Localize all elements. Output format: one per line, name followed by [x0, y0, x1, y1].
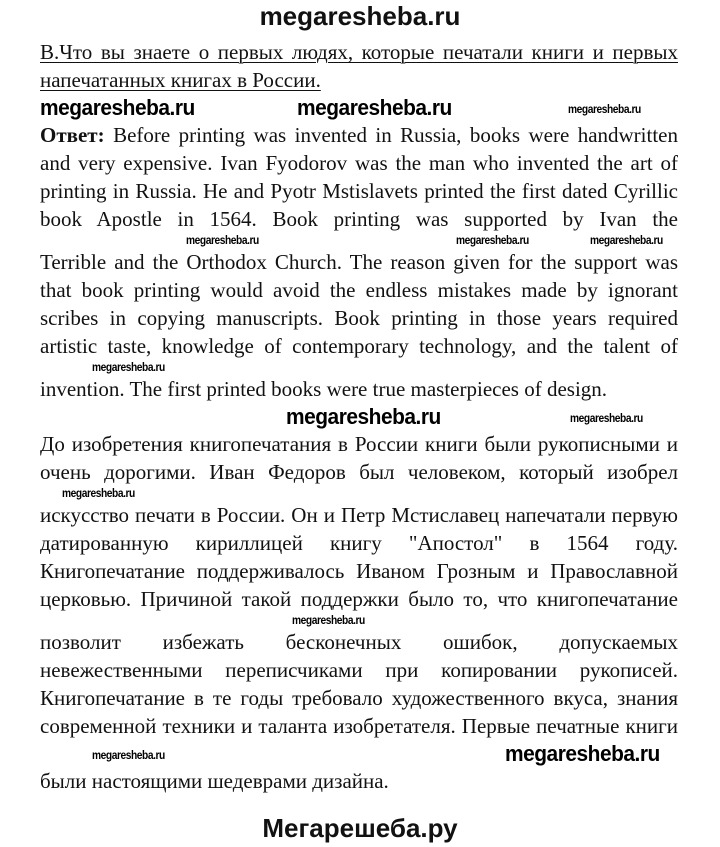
answer-line: Terrible and the Orthodox Church. The reason given for the support was [40, 250, 678, 274]
watermark-row [0, 613, 720, 628]
question-line: напечатанных книгах в России. [40, 68, 321, 92]
translation-line: невежественными переписчиками при копировании рукописей. [40, 658, 678, 682]
watermark: megaresheba.ru [456, 233, 529, 247]
answer-line: that book printing would avoid the endless mistakes made by ignorant [40, 278, 678, 302]
watermark: megaresheba.ru [62, 486, 135, 500]
translation-line: датированную кириллицей книгу "Апостол" в 1564 году. [40, 531, 678, 555]
translation-line: искусство печати в России. Он и Петр Мстиславец напечатали первую [40, 503, 678, 527]
watermark-row [0, 360, 720, 375]
answer-label: Ответ: [40, 123, 105, 147]
answer-line: artistic taste, knowledge of contemporary technology, and the talent of [40, 334, 678, 358]
watermark-row [0, 233, 720, 248]
translation-line: очень дорогими. Иван Федоров был человеком, который изобрел [40, 460, 678, 484]
translation-line: позволит избежать бесконечных ошибок, допускаемых [40, 630, 678, 654]
document-body [0, 38, 720, 795]
watermark: megaresheba.ru [568, 102, 641, 116]
answer-line: printing in Russia. He and Pyotr Mstislavets printed the first dated Cyrillic [40, 179, 678, 203]
site-header: megaresheba.ru [259, 1, 461, 31]
translation-line: До изобретения книгопечатания в России книги были рукописными и [40, 432, 678, 456]
watermark: megaresheba.ru [186, 233, 259, 247]
watermark: megaresheba.ru [297, 95, 452, 120]
answer-line: Ответ: Before printing was invented in Russia, books were handwritten [40, 123, 679, 147]
watermark-row [0, 740, 720, 767]
answer-line: book Apostle in 1564. Book printing was supported by Ivan the [40, 207, 678, 231]
question-line: В.Что вы знаете о первых людях, которые печатали книги и первых [40, 40, 678, 64]
watermark: megaresheba.ru [92, 748, 165, 762]
watermark: megaresheba.ru [505, 741, 660, 766]
watermark: megaresheba.ru [292, 613, 365, 627]
watermark-row [0, 94, 720, 121]
answer-line: invention. The first printed books were true masterpieces of design. [40, 377, 608, 401]
watermark: megaresheba.ru [40, 95, 195, 120]
translation-line: церковью. Причиной такой поддержки было то, что книгопечатание [40, 587, 678, 611]
watermark-row [0, 486, 720, 501]
watermark-row [0, 403, 720, 430]
watermark: megaresheba.ru [590, 233, 663, 247]
site-footer: Мегарешеба.ру [262, 813, 458, 843]
translation-line: современной техники и таланта изобретателя. Первые печатные книги [40, 714, 678, 738]
watermark: megaresheba.ru [286, 404, 441, 429]
translation-line: Книгопечатание поддерживалось Иваном Грозным и Православной [40, 559, 678, 583]
answer-line: and very expensive. Ivan Fyodorov was the man who invented the art of [40, 151, 678, 175]
answer-line: scribes in copying manuscripts. Book printing in those years required [40, 306, 678, 330]
watermark: megaresheba.ru [92, 360, 165, 374]
translation-line: Книгопечатание в те годы требовало художественного вкуса, знания [40, 686, 678, 710]
translation-line: были настоящими шедеврами дизайна. [40, 769, 389, 793]
watermark: megaresheba.ru [570, 411, 643, 425]
